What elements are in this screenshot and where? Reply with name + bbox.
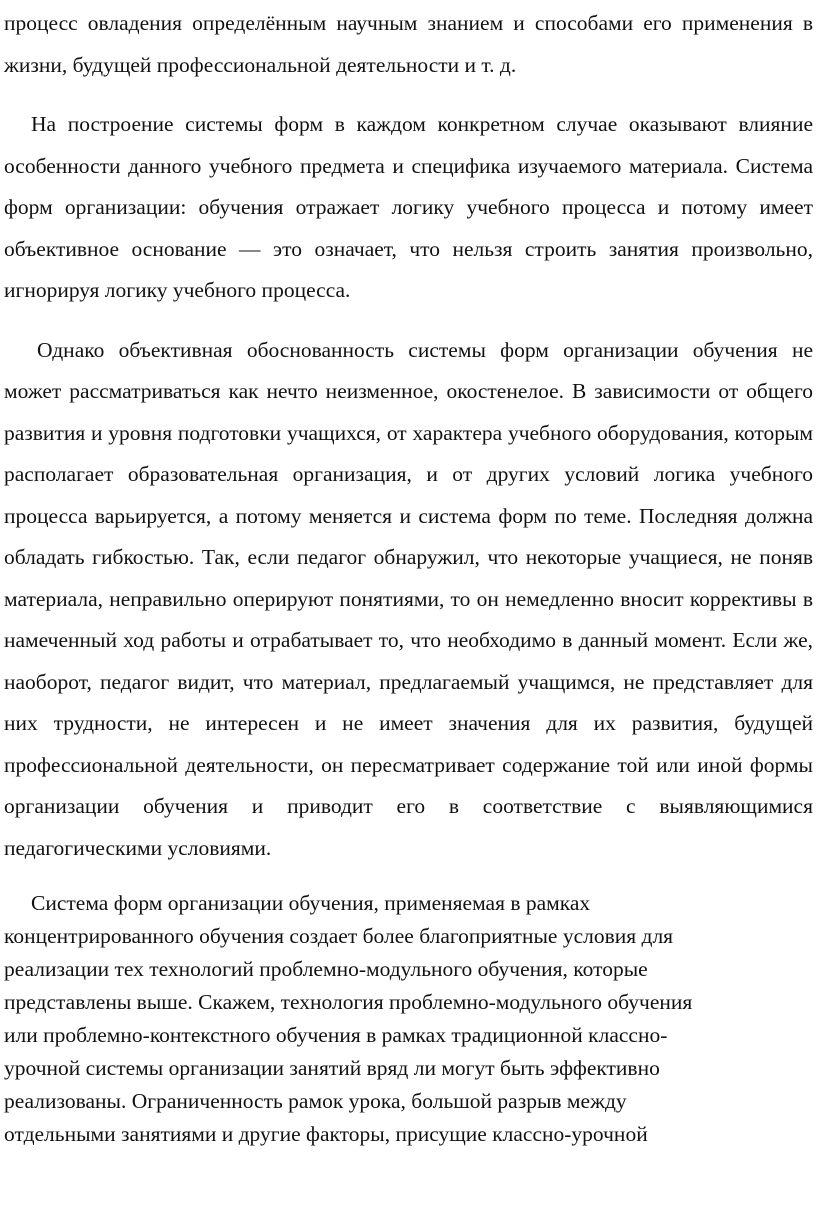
- paragraph-4-line: урочной системы организации занятий вряд ли могут быть эффективно: [4, 1056, 660, 1080]
- paragraph-4-line: Система форм организации обучения, применяемая в рамках: [31, 891, 591, 915]
- paragraph-4-line: представлены выше. Скажем, технология проблемно-модульного обучения: [4, 990, 693, 1014]
- paragraph-2: На построение системы форм в каждом конкретном случае оказывают влияние особенности данного учебного предмета и специфика изучаемого материала. Система форм организации: обучения отражает логику учебного процесса и потому имеет объективное основание — это означает, что нельзя строить занятия произвольно, игнорируя логику учебного процесса.: [4, 112, 813, 302]
- paragraph-1: процесс овладения определённым научным знанием и способами его применения в жизни, будущей профессиональной деятельности и т. д.: [4, 11, 813, 77]
- paragraph-4-line: реализации тех технологий проблемно-модульного обучения, которые: [4, 957, 648, 981]
- paragraph-3: Однако объективная обоснованность системы форм организации обучения не может рассматриваться как нечто неизменное, окостенелое. В зависимости от общего развития и уровня подготовки учащихся, от характера учебного оборудования, которым располагает образовательная организация, и от других условий логика учебного процесса варьируется, а потому меняется и система форм по теме. Последняя должна обладать гибкостью. Так, если педагог обнаружил, что некоторые учащиеся, не поняв материала, неправильно оперируют понятиями, то он немедленно вносит коррективы в намеченный ход работы и отрабатывает то, что необходимо в данный момент. Если же, наоборот, педагог видит, что материал, предлагаемый учащимся, не представляет для них трудности, не интересен и не имеет значения для их развития, будущей профессиональной деятельности, он пересматривает содержание той или иной формы организации обучения и приводит его в соответствие с выявляющимися педагогическими условиями.: [4, 337, 813, 860]
- paragraph-4-line: концентрированного обучения создает более благоприятные условия для: [4, 924, 674, 948]
- paragraph-4-line: или проблемно-контекстного обучения в рамках традиционной классно-: [4, 1023, 668, 1047]
- paragraph-4-line: отдельными занятиями и другие факторы, присущие классно-урочной: [4, 1122, 648, 1146]
- paragraph-4-line: реализованы. Ограниченность рамок урока, большой разрыв между: [4, 1089, 627, 1113]
- paragraph-4: [4, 887, 813, 1151]
